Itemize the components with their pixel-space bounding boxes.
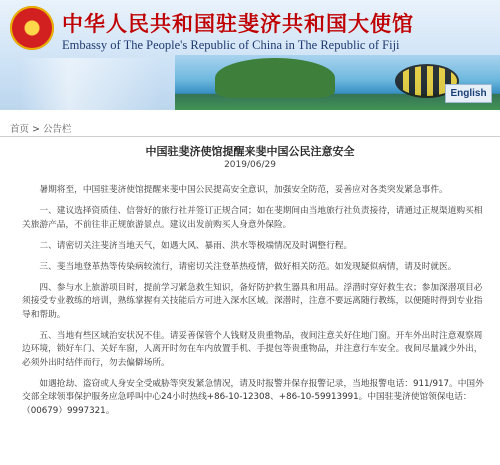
article-paragraph-3: 三、斐当地登革热等传染病较流行，请密切关注登革热疫情，做好相关防范。如发现疑似病情，请及时就医。: [39, 261, 457, 272]
article-date: 2019/06/29: [224, 160, 276, 170]
banner-island-image: [215, 58, 335, 98]
breadcrumb-section-link[interactable]: 公告栏: [42, 124, 72, 135]
article-paragraph-1: 一、建议选择资质佳、信誉好的旅行社并签订正规合同；如在斐期间由当地旅行社负责接待，请通过正规渠道购买相关旅游产品，不前往非正规旅游景点。建议出发前购买人身意外保险。: [22, 206, 483, 230]
header-banner: [0, 0, 500, 110]
breadcrumb: [10, 121, 72, 135]
article-paragraph-4: 四、参与水上旅游项目时，提前学习紧急救生知识，备好防护救生器具和用品。浮潜时穿好救生衣；参加深潜项目必须接受专业教练的培训，熟练掌握有关技能后方可进入深水区域。深潜时，注意不要远离随行教练，以便随时得到专业指导和帮助。: [22, 282, 483, 320]
article-paragraph-emergency: 如遇抢劫、盗窃或人身安全受威胁等突发紧急情况，请及时报警并保存报警记录，当地报警电话：911/917。中国外交部全球领事保护服务应急呼叫中心24小时热线+86-10-12308、+86-10-59913991。中国驻斐济使馆领保电话：（00679）9997321。: [22, 378, 484, 416]
embassy-title-english: Embassy of The People's Republic of China in The Republic of Fiji: [62, 38, 400, 52]
article-paragraph-intro: 暑期将至，中国驻斐济使馆提醒来斐中国公民提高安全意识，加强安全防范，妥善应对各类突发紧急事件。: [39, 185, 448, 195]
article-paragraph-5: 五、当地有些区域治安状况不佳。请妥善保管个人钱财及贵重物品，夜间注意关好住地门窗。开车外出时注意观察周边环境，锁好车门、关好车窗，人离开时勿在车内放置手机、手提包等贵重物品，并注意行车安全。夜间尽量减少外出，必须外出时结伴而行，勿去偏僻场所。: [22, 330, 483, 368]
embassy-title-chinese: 中华人民共和国驻斐济共和国大使馆: [62, 11, 414, 36]
breadcrumb-separator: >: [32, 124, 40, 135]
breadcrumb-home-link[interactable]: 首页: [10, 124, 30, 135]
article-paragraph-2: 二、请密切关注斐济当地天气，如遇大风、暴雨、洪水等极端情况及时调整行程。: [39, 240, 353, 251]
english-language-button[interactable]: English: [445, 84, 492, 103]
national-emblem-icon: [10, 6, 54, 50]
banner-beach-image: [20, 58, 160, 110]
article-title: 中国驻斐济使馆提醒来斐中国公民注意安全: [145, 145, 355, 158]
divider: [0, 136, 500, 137]
article-body: [22, 184, 484, 418]
